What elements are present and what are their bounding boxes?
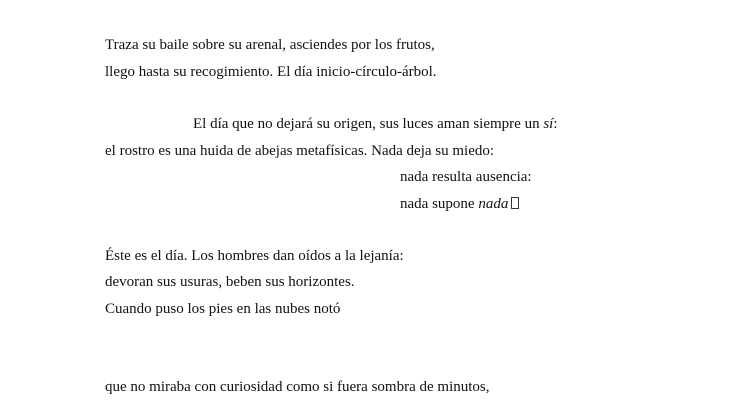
poem-line-7: Éste es el día. Los hombres dan oídos a la lejanía: <box>105 248 404 264</box>
poem-line-1: Traza su baile sobre su arenal, asciendes por los frutos, <box>105 37 435 53</box>
missing-glyph-box-icon <box>511 197 519 209</box>
poem-line-8: devoran sus usuras, beben sus horizontes. <box>105 274 355 290</box>
poem-line-3-italic: sí <box>543 116 554 132</box>
poem-line-5: nada resulta ausencia: <box>400 169 532 185</box>
poem-line-4: el rostro es una huida de abejas metafísicas. Nada deja su miedo: <box>105 143 495 159</box>
poem-line-6 <box>400 195 519 213</box>
poem-line-3-text: El día que no dejará su origen, sus luces aman siempre un <box>193 116 544 132</box>
poem-line-9: Cuando puso los pies en las nubes notó <box>105 301 341 317</box>
poem-line-6-text: nada supone <box>400 196 479 212</box>
poem-line-6-italic: nada <box>478 196 509 212</box>
poem-line-10: que no miraba con curiosidad como si fuera sombra de minutos, <box>105 379 490 395</box>
poem-line-3 <box>193 115 558 133</box>
poem-line-2: llego hasta su recogimiento. El día inicio-círculo-árbol. <box>105 64 437 80</box>
poem-line-3-end: : <box>553 116 558 132</box>
